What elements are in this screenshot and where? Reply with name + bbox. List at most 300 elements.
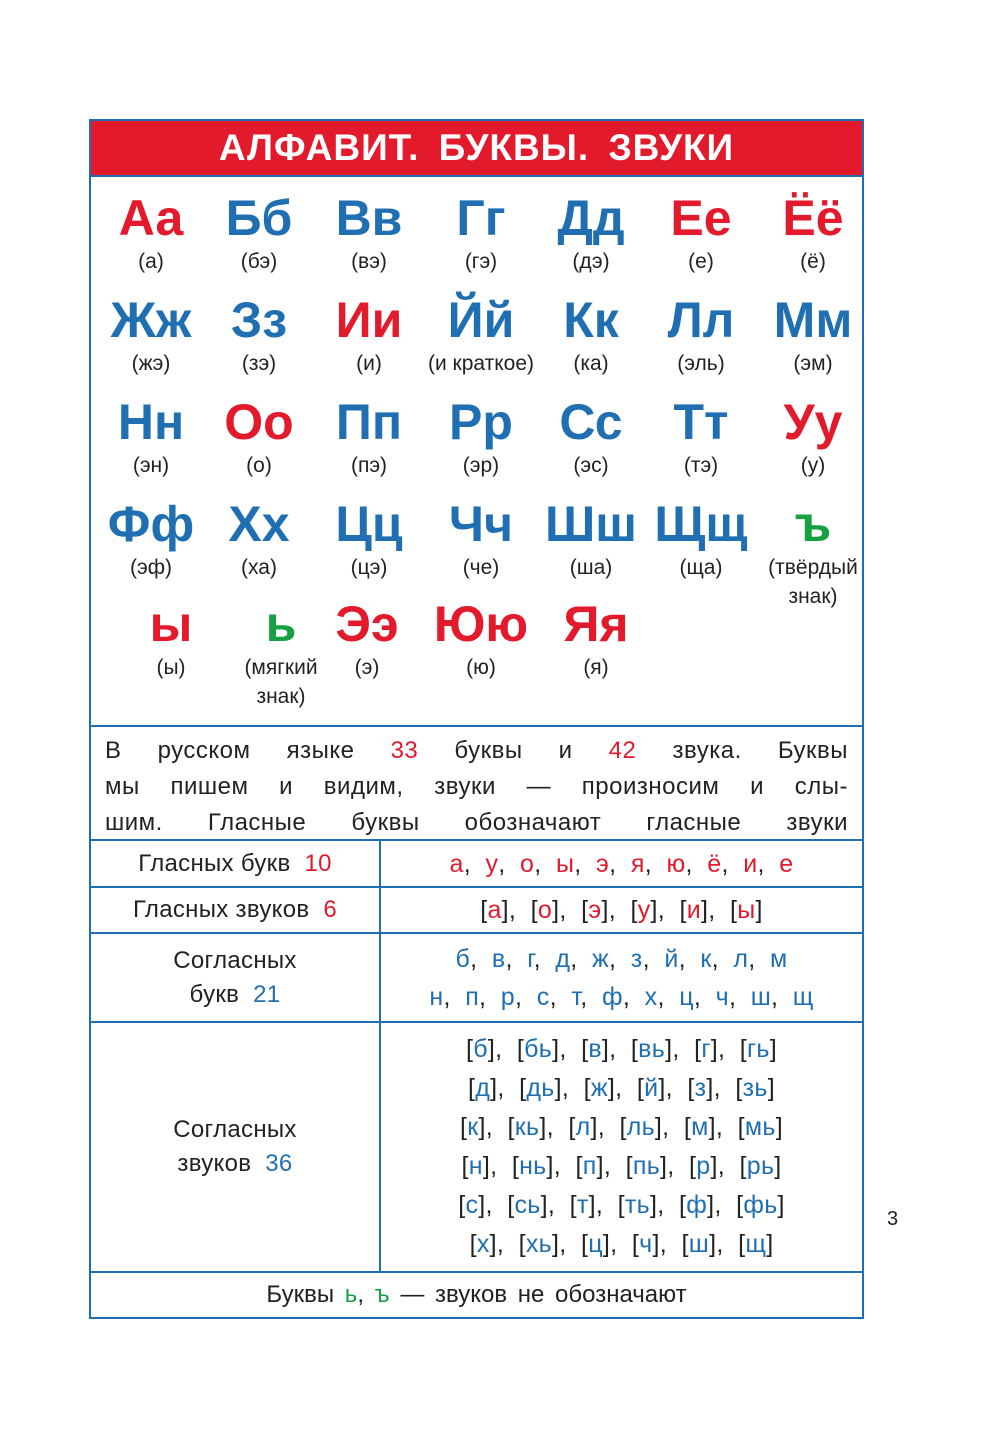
consonant-sounds-row	[91, 1023, 862, 1273]
letter-card	[91, 395, 211, 480]
letter-name: (и краткое)	[427, 352, 535, 375]
letter-card	[753, 395, 873, 480]
letter-name: (эф)	[130, 556, 172, 579]
letter-glyph: Оо	[224, 394, 294, 450]
letter-glyph: Тт	[673, 394, 729, 450]
consonant-sounds-list	[381, 1023, 862, 1271]
sound-item: а	[487, 896, 502, 924]
letter-glyph: ь	[265, 596, 297, 652]
letter-card	[421, 597, 541, 682]
bracket: [	[737, 1113, 745, 1141]
sound-line	[458, 1186, 785, 1225]
bracket: [	[518, 1230, 526, 1258]
separator: ,	[608, 896, 631, 924]
sound-item: т	[576, 1191, 589, 1219]
letter-item: ц	[679, 982, 694, 1011]
letter-name: (твёрдый знак)	[768, 556, 858, 608]
separator: ,	[678, 944, 701, 973]
separator: ,	[757, 849, 780, 878]
letter-card	[531, 497, 651, 582]
letter-name: (ша)	[569, 556, 613, 579]
bracket: [	[469, 1230, 477, 1258]
letter-glyph: Аа	[118, 190, 184, 246]
letter-item: д	[555, 944, 571, 973]
separator: ,	[662, 1113, 684, 1141]
bracket: ]	[607, 1074, 616, 1102]
separator: ,	[495, 1035, 517, 1063]
letter-item: к	[700, 944, 712, 973]
sounds-count: 42	[608, 737, 637, 764]
letter-name: (у)	[800, 454, 826, 477]
bracket: ]	[596, 1152, 604, 1180]
sound-item: мь	[744, 1113, 776, 1141]
separator: ,	[716, 1230, 739, 1258]
sound-item: р	[696, 1152, 711, 1180]
soft-sign: ь	[344, 1281, 358, 1308]
separator: ,	[559, 1035, 582, 1063]
sound-item: ш	[688, 1230, 710, 1258]
separator: ,	[547, 1191, 570, 1219]
letter-name: (дэ)	[572, 250, 610, 273]
bracket: [	[480, 896, 488, 924]
separator: ,	[549, 982, 572, 1011]
letter-glyph: Зз	[230, 292, 288, 348]
letter-item: э	[596, 849, 610, 878]
letter-name: (бэ)	[240, 250, 278, 273]
row-label	[91, 934, 381, 1021]
bracket: [	[689, 1152, 697, 1180]
count: 36	[265, 1150, 293, 1177]
separator: ,	[570, 944, 593, 973]
letter-name: (гэ)	[464, 250, 498, 273]
letter-glyph: Уу	[783, 394, 843, 450]
separator: ,	[659, 1230, 682, 1258]
sound-item: сь	[514, 1191, 541, 1219]
letter-glyph: Ёё	[782, 190, 844, 246]
bracket: ]	[546, 1152, 554, 1180]
sound-line	[460, 1108, 783, 1147]
sound-item: рь	[746, 1152, 775, 1180]
bracket: ]	[652, 1230, 660, 1258]
bracket: [	[631, 1230, 640, 1258]
sound-item: пь	[632, 1152, 661, 1180]
footer-comma: ,	[357, 1281, 364, 1308]
intro-text	[91, 727, 862, 841]
row-label	[91, 888, 381, 932]
letter-name: (пэ)	[350, 454, 388, 477]
letter-card	[641, 395, 761, 480]
letter-name: (ы)	[156, 656, 186, 679]
separator: ,	[718, 1035, 740, 1063]
separator: ,	[672, 1035, 695, 1063]
letter-item: я	[630, 849, 645, 878]
separator: ,	[546, 1113, 569, 1141]
separator: ,	[561, 1074, 584, 1102]
bracket: [	[619, 1113, 627, 1141]
separator: ,	[610, 1230, 632, 1258]
separator: ,	[644, 849, 667, 878]
separator: ,	[728, 982, 751, 1011]
intro-line: мы пишем и видим, звуки — произносим и слы-	[105, 773, 848, 800]
sound-item: б	[473, 1035, 488, 1063]
letter-card	[753, 293, 873, 378]
separator: ,	[609, 849, 631, 878]
bracket: ]	[478, 1191, 486, 1219]
letter-item: ю	[666, 849, 686, 878]
bracket: [	[575, 1152, 583, 1180]
letter-card	[421, 191, 541, 276]
letter-name: (тэ)	[683, 454, 719, 477]
separator: ,	[505, 944, 528, 973]
letter-card	[111, 597, 231, 682]
sound-item: и	[686, 896, 702, 924]
bracket: ]	[766, 1230, 774, 1258]
separator: ,	[574, 849, 597, 878]
letter-item: п	[465, 982, 480, 1011]
letter-glyph: Мм	[773, 292, 853, 348]
bracket: ]	[654, 1113, 663, 1141]
bracket: ]	[706, 1074, 714, 1102]
letter-item: в	[491, 944, 506, 973]
bracket: [	[458, 1191, 466, 1219]
sound-item: г	[701, 1035, 711, 1063]
letter-item: ы	[556, 849, 575, 878]
letter-glyph: ъ	[794, 496, 832, 552]
row-label	[91, 841, 381, 886]
label-text: Гласных букв	[138, 849, 291, 877]
consonant-letters-row	[91, 934, 862, 1023]
letter-glyph: Рр	[449, 394, 513, 450]
letter-name: (ща)	[679, 556, 723, 579]
letter-item: н	[429, 982, 444, 1011]
bracket: ]	[482, 1152, 491, 1180]
sound-item: э	[588, 896, 602, 924]
letter-name: (вэ)	[351, 250, 387, 273]
separator: ,	[470, 944, 492, 973]
letter-card	[199, 497, 319, 582]
letter-card	[91, 191, 211, 276]
sound-item: хь	[525, 1230, 552, 1258]
bracket: ]	[552, 1230, 560, 1258]
separator: ,	[657, 982, 680, 1011]
vowel-sounds-row	[91, 888, 862, 934]
separator: ,	[485, 1191, 508, 1219]
letter-name: (а)	[138, 250, 164, 273]
label-text: звуков	[177, 1150, 252, 1177]
letter-glyph: Пп	[335, 394, 403, 450]
letter-item: ш	[750, 982, 772, 1011]
letter-name: (э)	[354, 656, 380, 679]
letter-item: й	[664, 944, 679, 973]
separator: ,	[665, 1074, 688, 1102]
separator: ,	[580, 982, 603, 1011]
sound-item: х	[476, 1230, 490, 1258]
letters-count: 33	[390, 737, 419, 764]
footer-note	[91, 1273, 862, 1317]
separator: ,	[559, 1230, 581, 1258]
letter-glyph: Ее	[670, 190, 732, 246]
sound-line	[466, 1030, 777, 1069]
separator: ,	[685, 849, 708, 878]
letter-name: (ё)	[800, 250, 826, 273]
letter-name: (зэ)	[241, 352, 277, 375]
vowel-sounds-list	[381, 888, 862, 932]
letter-glyph: Дд	[557, 190, 625, 246]
label-text: Согласных	[173, 946, 297, 974]
bracket: [	[466, 1035, 474, 1063]
bracket: [	[569, 1191, 577, 1219]
bracket: [	[681, 1230, 689, 1258]
sound-item: в	[588, 1035, 602, 1063]
sound-item: ч	[639, 1230, 653, 1258]
letter-card	[753, 497, 873, 611]
vowel-letters-list	[381, 841, 862, 886]
separator: ,	[717, 1152, 740, 1180]
bracket: [	[516, 1035, 525, 1063]
sound-item: ы	[737, 896, 756, 924]
bracket: ]	[708, 1113, 716, 1141]
letter-glyph: Фф	[107, 496, 195, 552]
separator: ,	[721, 849, 744, 878]
letter-card	[536, 597, 656, 682]
letter-card	[199, 191, 319, 276]
separator: ,	[443, 982, 466, 1011]
letter-card	[91, 497, 211, 582]
bracket: ]	[539, 1113, 547, 1141]
bracket: [	[581, 1230, 589, 1258]
letter-name: (ха)	[241, 556, 277, 579]
letter-glyph: Хх	[228, 496, 290, 552]
separator: ,	[553, 1152, 576, 1180]
sound-item: ж	[590, 1074, 608, 1102]
letter-item: г	[527, 944, 534, 973]
letter-item: ё	[707, 849, 722, 878]
label-text: Согласных	[173, 1116, 297, 1143]
bracket: [	[636, 1074, 645, 1102]
bracket: [	[467, 1074, 476, 1102]
bracket: [	[736, 1191, 744, 1219]
bracket: ]	[707, 1191, 715, 1219]
sound-item: дь	[526, 1074, 555, 1102]
bracket: ]	[601, 1035, 610, 1063]
bracket: ]	[489, 1230, 497, 1258]
letter-card	[531, 395, 651, 480]
bracket: [	[581, 1035, 589, 1063]
bracket: ]	[554, 1074, 562, 1102]
label-text: букв	[189, 980, 240, 1008]
separator: ,	[603, 1152, 626, 1180]
letter-name: (цэ)	[350, 556, 388, 579]
intro-part: буквы и	[454, 737, 573, 764]
separator: ,	[657, 896, 680, 924]
sound-item: ль	[626, 1113, 655, 1141]
bracket: ]	[755, 896, 763, 924]
sound-item: л	[575, 1113, 591, 1141]
letter-card	[309, 497, 429, 582]
letter-item: л	[733, 944, 749, 973]
separator: ,	[559, 896, 582, 924]
letter-name: (ка)	[573, 352, 609, 375]
separator: ,	[622, 982, 645, 1011]
sound-item: к	[467, 1113, 479, 1141]
bracket: [	[730, 896, 738, 924]
letter-name: (че)	[462, 556, 500, 579]
bracket: ]	[552, 1035, 560, 1063]
letter-card	[309, 395, 429, 480]
letter-glyph: Ээ	[335, 596, 399, 652]
letter-name: (мягкий знак)	[244, 656, 318, 708]
letter-card	[641, 191, 761, 276]
separator: ,	[714, 1191, 737, 1219]
bracket: ]	[665, 1035, 673, 1063]
bracket: ]	[552, 896, 560, 924]
sound-item: гь	[747, 1035, 770, 1063]
sound-item: й	[644, 1074, 659, 1102]
letter-name: (эн)	[132, 454, 170, 477]
sound-item: с	[465, 1191, 479, 1219]
bracket: ]	[590, 1113, 598, 1141]
letter-glyph: ы	[149, 596, 193, 652]
bracket: ]	[701, 896, 709, 924]
bracket: [	[739, 1035, 747, 1063]
letter-name: (эр)	[462, 454, 500, 477]
separator: ,	[595, 1191, 618, 1219]
letter-glyph: Вв	[335, 190, 403, 246]
separator: ,	[485, 1113, 508, 1141]
separator: ,	[693, 982, 716, 1011]
hard-sign: ъ	[374, 1281, 390, 1308]
bracket: ]	[490, 1074, 498, 1102]
sound-item: вь	[638, 1035, 666, 1063]
letter-item: и	[743, 849, 758, 878]
separator: ,	[715, 1113, 738, 1141]
sound-item: щ	[745, 1230, 767, 1258]
bracket: [	[461, 1152, 469, 1180]
letter-item: ч	[715, 982, 729, 1011]
bracket: ]	[775, 1113, 783, 1141]
bracket: [	[511, 1152, 520, 1180]
count: 6	[323, 896, 338, 923]
letter-name: (жэ)	[131, 352, 171, 375]
intro-part: В русском языке	[105, 737, 355, 764]
letter-name: (и)	[356, 352, 382, 375]
separator: ,	[713, 1074, 736, 1102]
sound-line	[468, 1069, 775, 1108]
sound-item: м	[691, 1113, 709, 1141]
sound-item: зь	[742, 1074, 768, 1102]
sound-item: у	[637, 896, 651, 924]
letter-card	[307, 597, 427, 682]
letter-item: у	[485, 849, 499, 878]
bracket: ]	[650, 896, 658, 924]
bracket: ]	[649, 1191, 658, 1219]
sound-item: д	[475, 1074, 491, 1102]
sound-item: ц	[588, 1230, 603, 1258]
sound-line	[470, 1225, 774, 1264]
separator: ,	[479, 982, 501, 1011]
letter-name: (я)	[583, 656, 609, 679]
vowel-letters-row	[91, 841, 862, 888]
footer-text: — звуков не обозначают	[400, 1281, 687, 1308]
letter-card	[641, 293, 761, 378]
sound-item: ть	[624, 1191, 650, 1219]
letter-item: р	[500, 982, 515, 1011]
bracket: ]	[709, 1230, 717, 1258]
letter-card	[641, 497, 761, 582]
letter-item: м	[769, 944, 788, 973]
letter-glyph: Гг	[456, 190, 506, 246]
intro-line: шим. Гласные буквы обозначают гласные звуки	[105, 809, 848, 836]
letter-item: т	[571, 982, 581, 1011]
letter-item: а	[449, 849, 464, 878]
letter-glyph: Жж	[110, 292, 192, 348]
bracket: [	[630, 1035, 639, 1063]
letter-glyph: Ии	[335, 292, 403, 348]
separator: ,	[609, 944, 631, 973]
letter-glyph: Бб	[225, 190, 293, 246]
letter-glyph: Лл	[667, 292, 735, 348]
separator: ,	[515, 982, 537, 1011]
separator: ,	[534, 849, 557, 878]
bracket: [	[678, 1191, 687, 1219]
separator: ,	[615, 1074, 637, 1102]
bracket: [	[630, 896, 638, 924]
bracket: ]	[540, 1191, 548, 1219]
letter-glyph: Чч	[448, 496, 514, 552]
letter-item: б	[455, 944, 471, 973]
letter-card	[421, 497, 541, 582]
letter-item: о	[520, 849, 535, 878]
bracket: ]	[501, 896, 509, 924]
letter-name: (эм)	[793, 352, 833, 375]
letter-glyph: Юю	[433, 596, 529, 652]
letter-glyph: Нн	[117, 394, 185, 450]
letter-name: (ю)	[466, 656, 496, 679]
page-number: 3	[887, 1208, 899, 1230]
bracket: ]	[658, 1074, 666, 1102]
letter-glyph: Шш	[545, 496, 637, 552]
letter-item: з	[630, 944, 643, 973]
bracket: [	[683, 1113, 692, 1141]
letter-card	[91, 293, 211, 378]
bracket: [	[738, 1230, 746, 1258]
sound-item: п	[582, 1152, 597, 1180]
separator: ,	[609, 1035, 631, 1063]
bracket: ]	[588, 1191, 596, 1219]
bracket: [	[735, 1074, 743, 1102]
letter-name: (эс)	[573, 454, 609, 477]
separator: ,	[496, 1230, 519, 1258]
sound-item: кь	[514, 1113, 540, 1141]
count: 21	[253, 980, 281, 1008]
bracket: ]	[478, 1113, 486, 1141]
bracket: ]	[769, 1035, 777, 1063]
bracket: ]	[777, 1191, 785, 1219]
bracket: [	[694, 1035, 702, 1063]
letter-item: щ	[792, 982, 814, 1011]
sound-item: з	[694, 1074, 707, 1102]
bracket: ]	[774, 1152, 782, 1180]
letter-item: ф	[602, 982, 623, 1011]
bracket: [	[617, 1191, 625, 1219]
separator: ,	[642, 944, 665, 973]
sound-item: бь	[524, 1035, 553, 1063]
letter-name: (о)	[246, 454, 272, 477]
letter-glyph: Йй	[447, 292, 515, 348]
sound-item: ф	[686, 1191, 708, 1219]
sound-line	[461, 1147, 781, 1186]
bracket: [	[568, 1113, 576, 1141]
